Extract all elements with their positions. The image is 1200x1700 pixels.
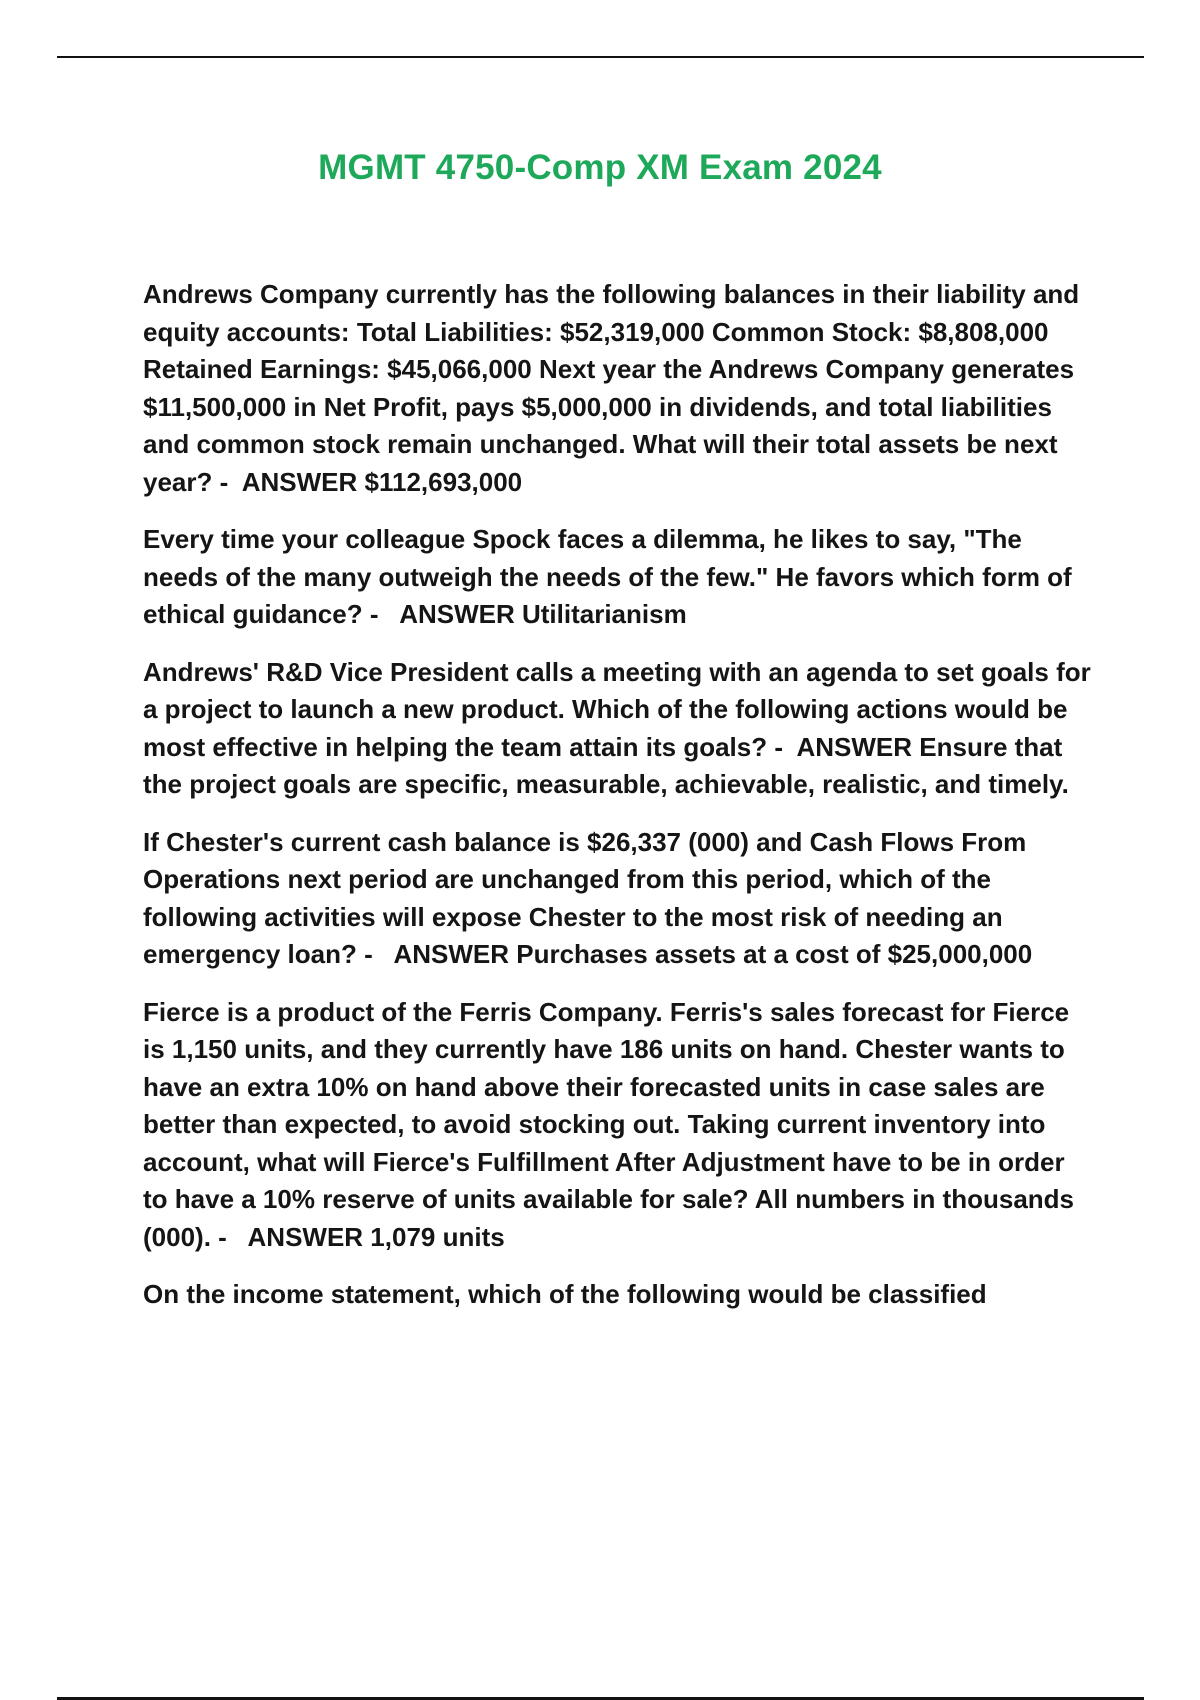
answer-text: ANSWER 1,079 units	[247, 1221, 505, 1252]
qa-item	[143, 654, 1093, 804]
qa-item	[143, 994, 1093, 1257]
question-text: Andrews Company currently has the following balances in their liability and equity accounts: Total Liabilities: $52,319,000 Common Stock: $8,808,000 Retained Earnings: $45,066,000 Next year the Andrews Company generates $11,500,000 in Net Profit, pays $5,000,000 in dividends, and total liabilities and common stock remain unchanged. What will their total assets be next year? -	[143, 279, 1080, 497]
qa-item	[143, 521, 1093, 634]
question-text: On the income statement, which of the following would be classified	[143, 1279, 987, 1309]
document-title: MGMT 4750-Comp XM Exam 2024	[318, 148, 882, 187]
answer-text: ANSWER Utilitarianism	[399, 599, 687, 629]
qa-item	[143, 1276, 1093, 1314]
question-text: Fierce is a product of the Ferris Company. Ferris's sales forecast for Fierce is 1,150 units, and they currently have 186 units on hand. Chester wants to have an extra 10% on hand above their forecasted units in case sales are better than expected, to avoid stocking out. Taking current inventory into account, what will Fierce's Fulfillment After Adjustment have to be in order to have a 10% reserve of units available for sale? All numbers in thousands (000). -	[143, 996, 1074, 1252]
question-text: Every time your colleague Spock faces a dilemma, he likes to say, "The needs of the many outweigh the needs of the few." He favors which form of ethical guidance? -	[143, 524, 1072, 629]
qa-list	[143, 276, 1093, 1334]
top-rule	[57, 56, 1144, 58]
question-text: Andrews' R&D Vice President calls a meeting with an agenda to set goals for a project to launch a new product. Which of the following actions would be most effective in helping the team attain its goals? -	[143, 656, 1091, 762]
answer-text: ANSWER $112,693,000	[241, 466, 523, 497]
answer-text: ANSWER Ensure that the project goals are specific, measurable, achievable, realistic, and timely.	[143, 731, 1069, 799]
qa-item	[143, 824, 1093, 974]
answer-text: ANSWER Purchases assets at a cost of $25,000,000	[393, 939, 1033, 969]
question-text: If Chester's current cash balance is $26,337 (000) and Cash Flows From Operations next period are unchanged from this period, which of the following activities will expose Chester to the most risk of needing an emergency loan? -	[143, 826, 1027, 969]
qa-item	[143, 276, 1093, 501]
